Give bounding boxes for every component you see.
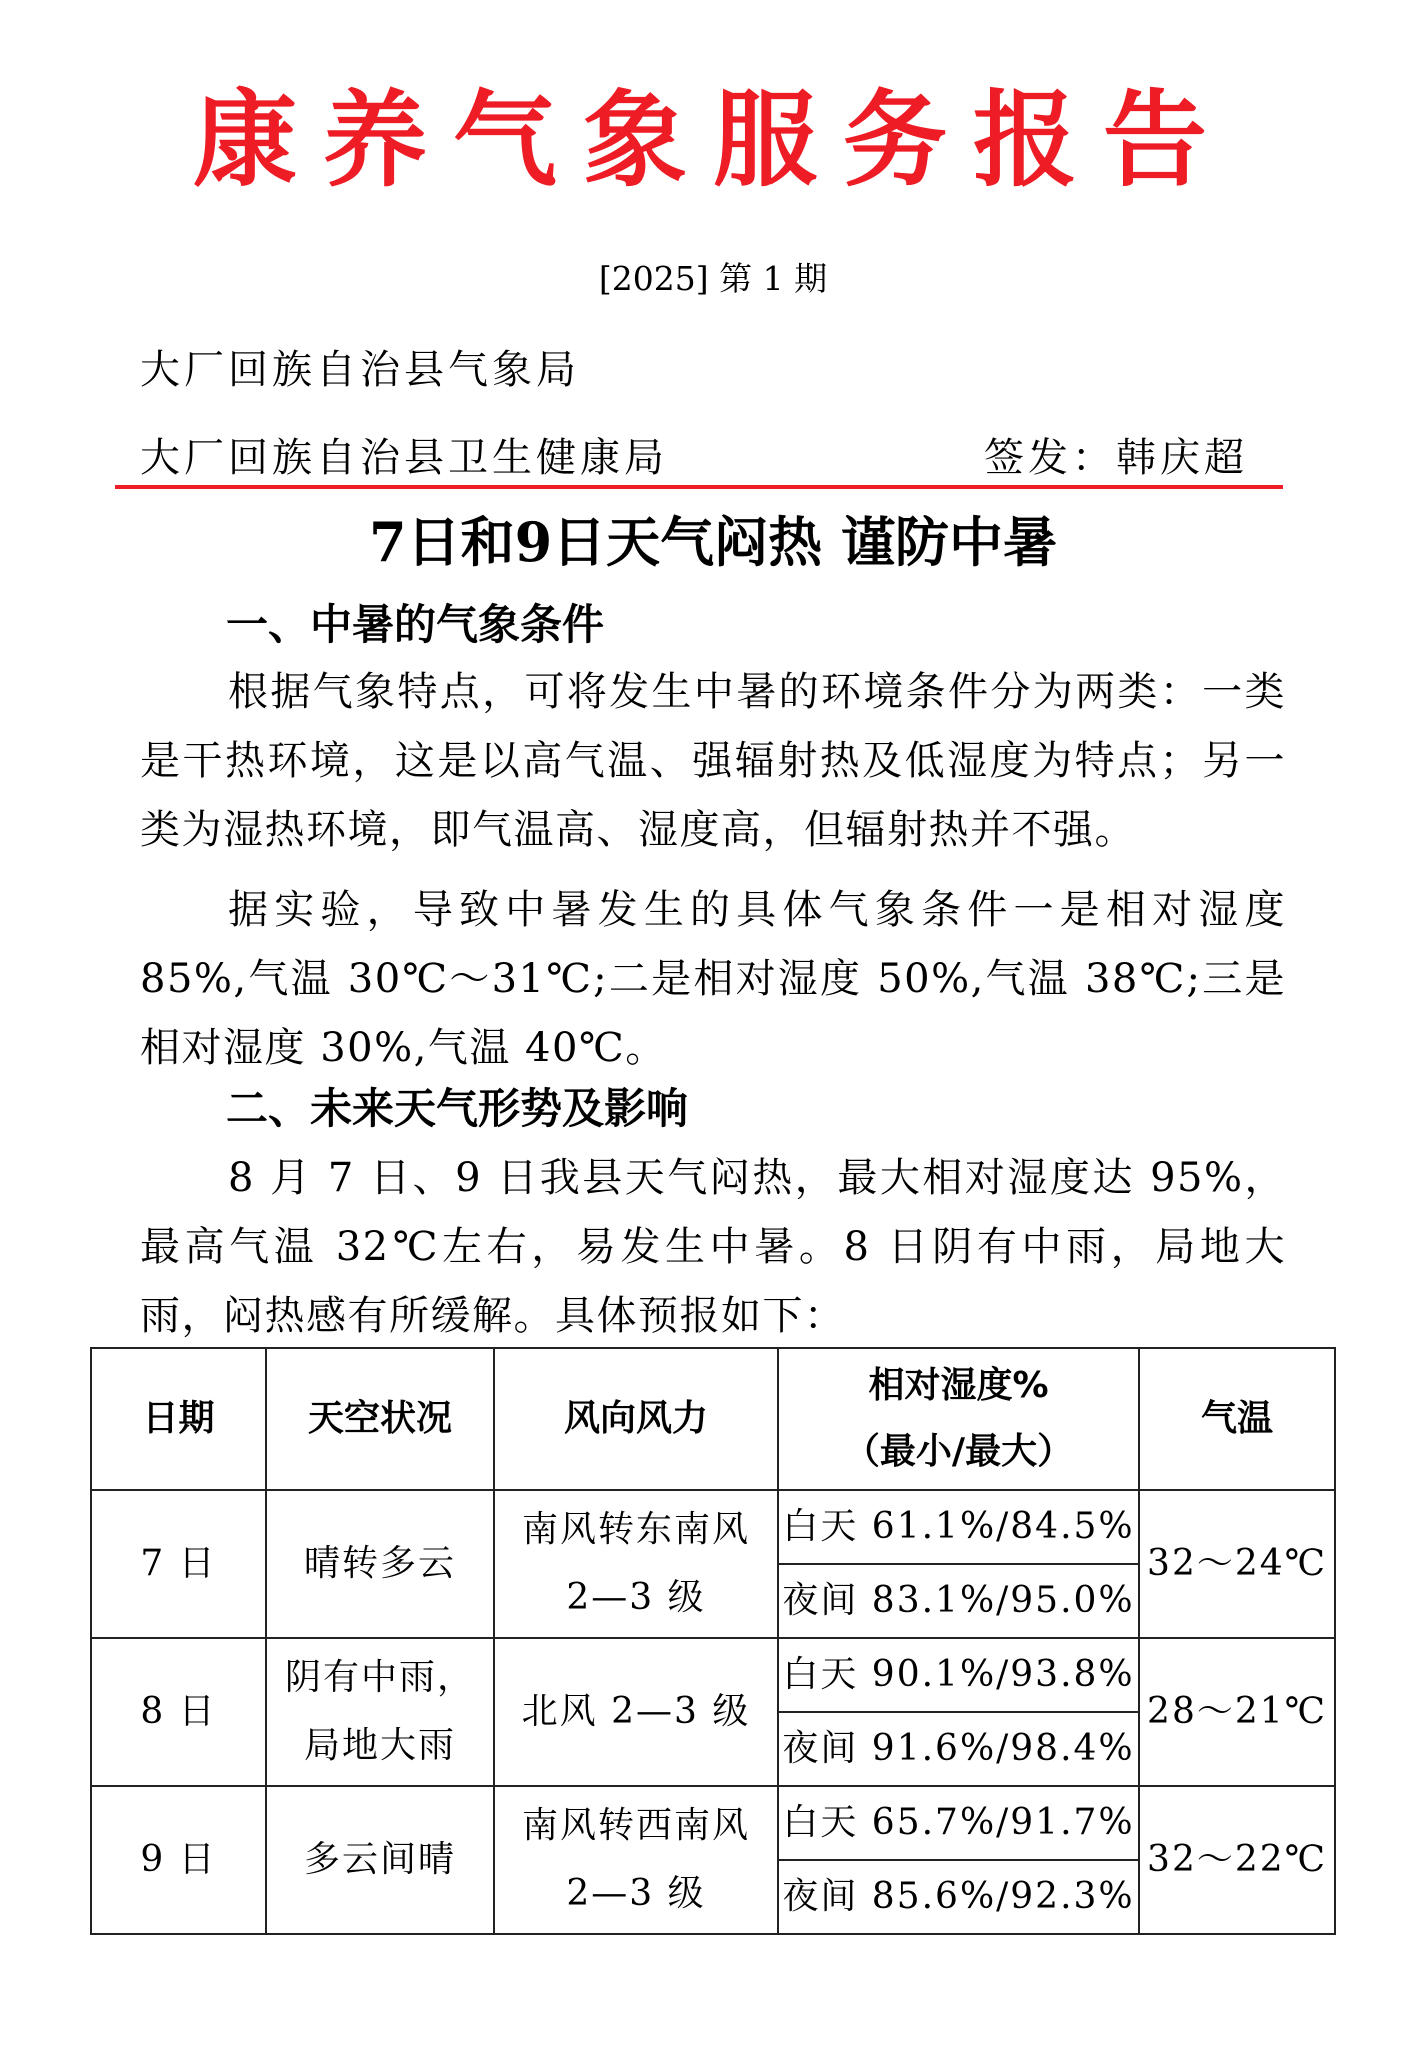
cell-wind (494, 1638, 778, 1786)
cell-humidity-day: 白天 65.7%/91.7% (778, 1786, 1139, 1860)
cell-date: 7 日 (91, 1490, 266, 1638)
cell-temp: 28～21℃ (1139, 1638, 1335, 1786)
cell-sky-line1: 阴有中雨， (284, 1657, 475, 1698)
cell-sky (266, 1490, 494, 1638)
table-row (91, 1490, 1335, 1564)
header-humidity-line2: （最小/最大） (843, 1431, 1074, 1472)
section-heading-1: 一、中暑的气象条件 (226, 600, 605, 649)
cell-wind (494, 1786, 778, 1934)
cell-humidity-day: 白天 90.1%/93.8% (778, 1638, 1139, 1712)
cell-sky-line1: 晴转多云 (303, 1543, 456, 1584)
forecast-table (90, 1347, 1336, 1935)
cell-date: 9 日 (91, 1786, 266, 1934)
cell-wind-line1: 北风 2—3 级 (521, 1691, 751, 1732)
cell-humidity-night: 夜间 83.1%/95.0% (778, 1564, 1139, 1638)
header-humidity (778, 1348, 1139, 1490)
cell-temp: 32～24℃ (1139, 1490, 1335, 1638)
table-row (91, 1638, 1335, 1712)
cell-sky (266, 1638, 494, 1786)
headline: 7日和9日天气闷热 谨防中暑 (369, 510, 1057, 574)
report-title: 康养气象服务报告 (192, 78, 1233, 201)
red-divider (115, 485, 1283, 489)
header-temp: 气温 (1139, 1348, 1335, 1490)
cell-temp: 32～22℃ (1139, 1786, 1335, 1934)
paragraph-2: 据实验，导致中暑发生的具体气象条件一是相对湿度85%,气温 30℃～31℃;二是相对湿度 50%,气温 38℃;三是相对湿度 30%,气温 40℃。 (140, 887, 1286, 1071)
cell-date: 8 日 (91, 1638, 266, 1786)
issuer-health-bureau: 大厂回族自治县卫生健康局 (140, 435, 668, 481)
signer: 签发：韩庆超 (984, 435, 1248, 481)
header-date: 日期 (91, 1348, 266, 1490)
cell-humidity-night: 夜间 91.6%/98.4% (778, 1712, 1139, 1786)
table-header-row (91, 1348, 1335, 1490)
cell-humidity-night: 夜间 85.6%/92.3% (778, 1860, 1139, 1934)
header-humidity-line1: 相对湿度% (868, 1365, 1049, 1406)
cell-wind (494, 1490, 778, 1638)
cell-wind-line1: 南风转东南风 (521, 1509, 750, 1550)
section-heading-2: 二、未来天气形势及影响 (226, 1084, 689, 1133)
cell-sky-line1: 多云间晴 (303, 1839, 456, 1880)
cell-sky (266, 1786, 494, 1934)
header-wind: 风向风力 (494, 1348, 778, 1490)
cell-wind-line2: 2—3 级 (566, 1577, 706, 1618)
cell-wind-line2: 2—3 级 (566, 1873, 706, 1914)
cell-humidity-day: 白天 61.1%/84.5% (778, 1490, 1139, 1564)
issuer-meteorological-bureau: 大厂回族自治县气象局 (140, 347, 580, 393)
table-row (91, 1786, 1335, 1860)
issue-number: [2025] 第 1 期 (598, 259, 828, 298)
paragraph-3: 8 月 7 日、9 日我县天气闷热，最大相对湿度达 95%，最高气温 32℃左右，易发生中暑。8 日阴有中雨，局地大雨，闷热感有所缓解。具体预报如下： (140, 1155, 1286, 1339)
cell-wind-line1: 南风转西南风 (521, 1805, 750, 1846)
cell-sky-line2: 局地大雨 (303, 1725, 456, 1766)
header-sky: 天空状况 (266, 1348, 494, 1490)
paragraph-1: 根据气象特点，可将发生中暑的环境条件分为两类：一类是干热环境，这是以高气温、强辐射热及低湿度为特点；另一类为湿热环境，即气温高、湿度高，但辐射热并不强。 (140, 669, 1286, 853)
